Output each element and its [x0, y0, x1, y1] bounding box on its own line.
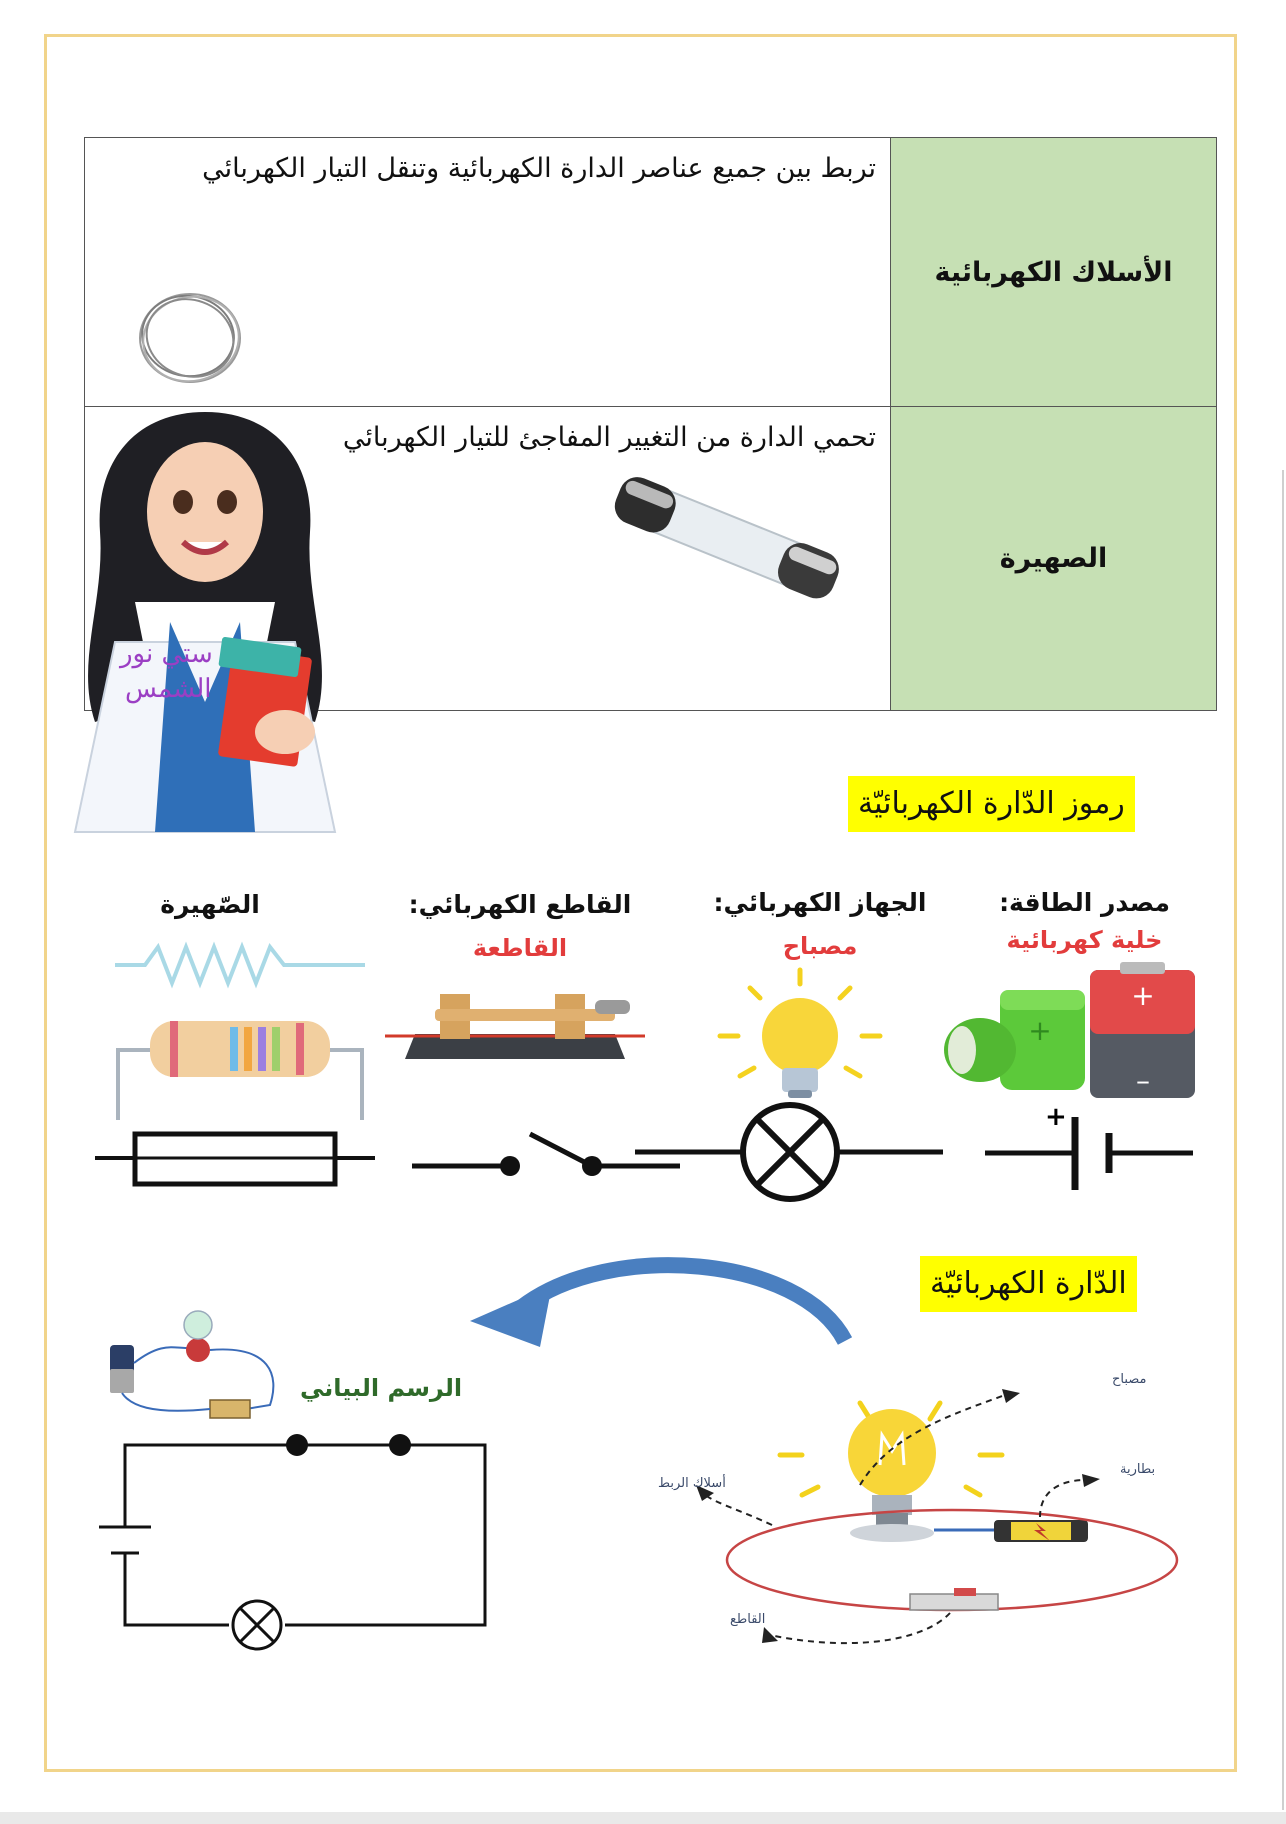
table-row: [85, 138, 1216, 407]
definition-cell: تربط بين جميع عناصر الدارة الكهربائية وتنقل التيار الكهربائي: [202, 153, 876, 184]
teacher-illustration: [55, 402, 355, 832]
cell-symbol: [985, 1102, 1195, 1195]
symbol-subtitle-switch: القاطعة: [472, 934, 568, 962]
wire-coil-icon: [135, 288, 245, 388]
symbol-subtitle-device: مصباح: [782, 932, 858, 960]
svg-text:+: +: [1045, 1102, 1067, 1132]
term-cell: الصهيرة: [890, 407, 1216, 710]
resistor-icon: [110, 945, 370, 1125]
curved-arrow-icon: [460, 1245, 850, 1375]
term-cell: الأسلاك الكهربائية: [890, 138, 1216, 406]
bulb-icon: [710, 968, 890, 1103]
svg-text:+: +: [1028, 1014, 1052, 1047]
svg-text:–: –: [1136, 1064, 1150, 1097]
symbol-title-device: الجهاز الكهربائي:: [713, 888, 927, 917]
label-lamp: مصباح: [1112, 1372, 1147, 1387]
circuit-heading: الدّارة الكهربائيّة: [920, 1256, 1137, 1312]
fuse-icon: [590, 467, 860, 607]
symbols-heading: رموز الدّارة الكهربائيّة: [848, 776, 1135, 832]
bottom-bar: [0, 1812, 1286, 1824]
symbol-subtitle-energy: خلية كهربائية: [1006, 926, 1163, 954]
label-switch: القاطع: [730, 1612, 766, 1627]
svg-text:الشمس: الشمس: [125, 674, 212, 704]
knife-switch-icon: [385, 984, 645, 1064]
label-battery: بطارية: [1120, 1462, 1156, 1477]
circuit-schematic: [95, 1435, 495, 1655]
label-wires: أسلاك الربط: [658, 1476, 726, 1491]
schematic-label: الرسم البياني: [300, 1374, 463, 1402]
fuse-symbol: [95, 1130, 375, 1190]
signature-text: ستي نور: [120, 639, 213, 669]
mini-circuit-picture: [110, 1305, 290, 1425]
switch-symbol: [412, 1120, 682, 1180]
symbol-title-switch: القاطع الكهربائي:: [408, 890, 632, 919]
symbol-title-energy: مصدر الطاقة:: [999, 888, 1170, 917]
pictorial-circuit: [690, 1395, 1180, 1645]
scroll-edge: [1282, 470, 1284, 1810]
definition-cell: تحمي الدارة من التغيير المفاجئ للتيار الكهربائي: [342, 422, 876, 453]
battery-icon: [940, 960, 1200, 1110]
svg-text:+: +: [1131, 979, 1155, 1012]
symbol-title-fuse: الصّهيرة: [160, 890, 260, 919]
